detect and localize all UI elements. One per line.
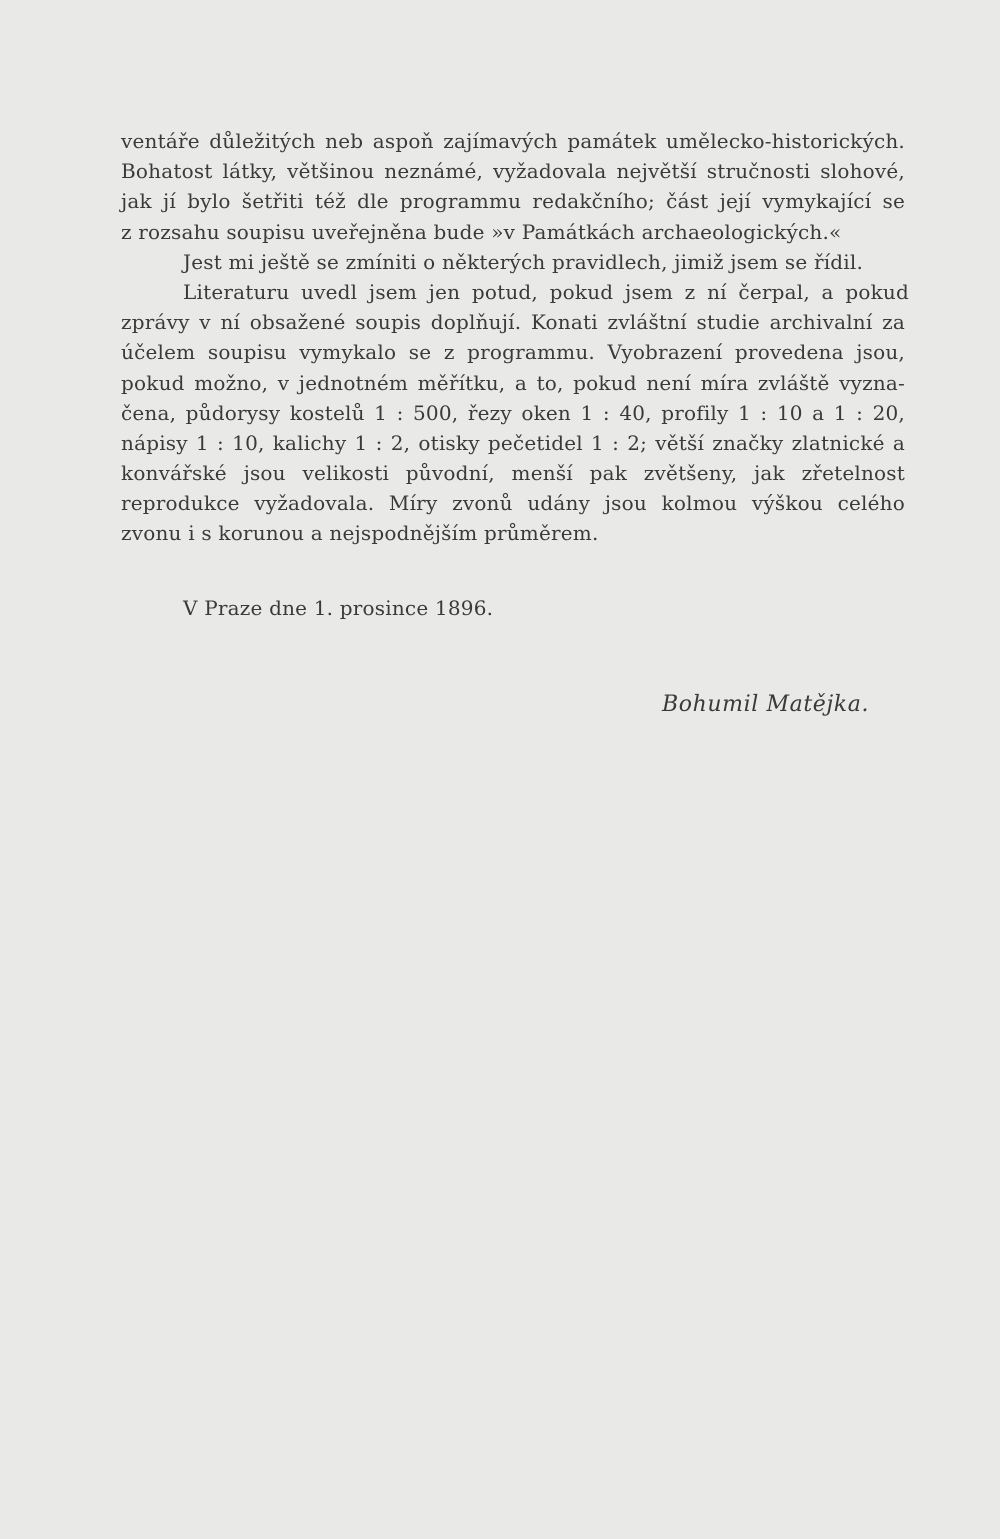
text-line: Literaturu uvedl jsem jen potud, pokud jsem z ní čerpal, a pokud: [183, 279, 909, 304]
signature: Bohumil Matějka.: [662, 692, 870, 717]
text-line: Jest mi ještě se zmíniti o některých pravidlech, jimiž jsem se řídil.: [183, 249, 864, 274]
text-line: ventáře důležitých neb aspoň zajímavých památek umělecko-historických.: [121, 129, 905, 153]
text-line: reprodukce vyžadovala. Míry zvonů udány jsou kolmou výškou celého: [121, 491, 905, 516]
text-line: čena, půdorysy kostelů 1 : 500, řezy oken 1 : 40, profily 1 : 10 a 1 : 20,: [121, 400, 905, 425]
dateline: V Praze dne 1. prosince 1896.: [183, 596, 494, 620]
text-line: jak jí bylo šetřiti též dle programmu redakčního; část její vymykající se: [121, 189, 905, 214]
text-line: konvářské jsou velikosti původní, menší pak zvětšeny, jak zřetelnost: [121, 461, 905, 486]
text-line: zvonu i s korunou a nejspodnějším průměrem.: [121, 521, 599, 546]
body-text: [121, 126, 909, 549]
text-line: Bohatost látky, většinou neznámé, vyžadovala největší stručnosti slohové,: [121, 159, 905, 184]
text-line: zprávy v ní obsažené soupis doplňují. Konati zvláštní studie archivalní za: [121, 310, 905, 335]
text-line: pokud možno, v jednotném měřítku, a to, pokud není míra zvláště vyzna-: [121, 370, 905, 395]
text-line: účelem soupisu vymykalo se z programmu. Vyobrazení provedena jsou,: [121, 340, 905, 365]
text-line: nápisy 1 : 10, kalichy 1 : 2, otisky pečetidel 1 : 2; větší značky zlatnické a: [121, 430, 905, 455]
text-line: z rozsahu soupisu uveřejněna bude »v Památkách archaeologických.«: [121, 219, 842, 244]
